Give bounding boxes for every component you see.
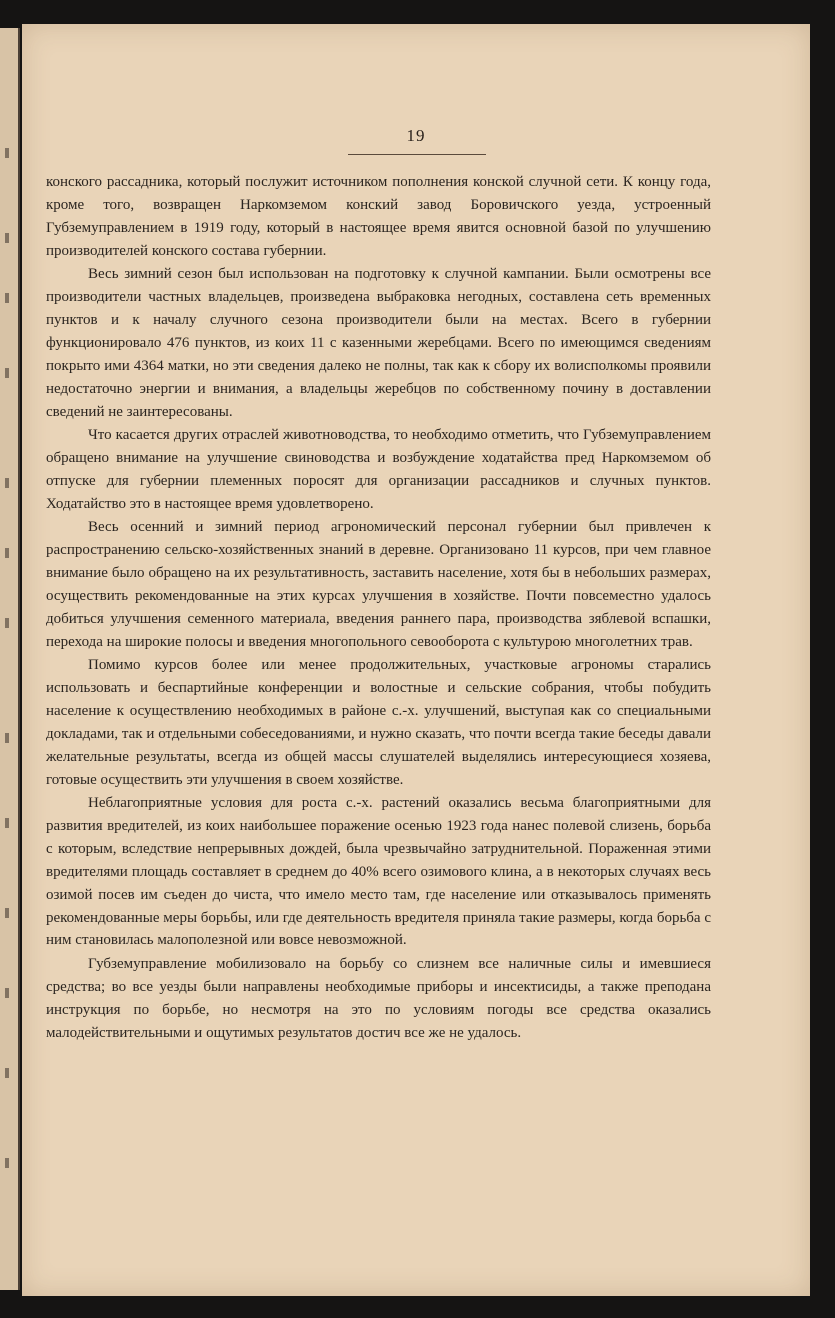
facing-page-glyph xyxy=(5,548,9,558)
facing-page-glyph xyxy=(5,1158,9,1168)
facing-page-glyph xyxy=(5,733,9,743)
paragraph: Неблагоприятные условия для роста с.-х. растений оказались весьма благоприятными для развития вредителей, из коих наибольшее поражение осенью 1923 года нанес полевой слизень, борьба с которым, вследствие непрерывных дождей, была чрезвычайно затруднительной. Пораженная этими вредителями площадь составляет в среднем до 40% всего озимового клина, а в некоторых случаях весь озимой посев им съеден до чиста, что имело место там, где население или отказывалось применять рекомендованные меры борьбы, или где деятельность вредителя приняла такие размеры, когда борьба с ним становилась малополезной или вовсе невозможной. xyxy=(46,794,711,949)
facing-page-glyph xyxy=(5,478,9,488)
facing-page-glyph xyxy=(5,368,9,378)
paragraph: конского рассадника, который послужит источником пополнения конской случной сети. К концу года, кроме того, возвращен Наркомземом конский завод Боровичского уезда, устроенный Губземуправлением в 1919 году, который в настоящее время явится основной базой по улучшению производителей конского состава губернии. xyxy=(46,174,711,259)
facing-page-glyph xyxy=(5,148,9,158)
document-page xyxy=(22,24,810,1296)
facing-page-glyph xyxy=(5,818,9,828)
paragraph: Помимо курсов более или менее продолжительных, участковые агрономы старались использовать и беспартийные конференции и волостные и сельские собрания, чтобы побудить население к осуществлению необходимых в районе с.-х. улучшений, выступая как со специальными докладами, так и отдельными собеседованиями, и нужно сказать, что почти всегда такие беседы давали желательные результаты, всегда из общей массы слушателей выделялись интересующиеся хозяева, готовые осуществить эти улучшения в своем хозяйстве. xyxy=(46,657,711,788)
facing-page-glyph xyxy=(5,908,9,918)
facing-page-glyph xyxy=(5,988,9,998)
facing-page-glyph xyxy=(5,618,9,628)
facing-page-glyph xyxy=(5,1068,9,1078)
paragraph: Весь осенний и зимний период агрономический персонал губернии был привлечен к распространению сельско-хозяйственных знаний в деревне. Организовано 11 курсов, при чем главное внимание было обращено на их результативность, заставить население, хотя бы в небольших размерах, осуществить рекомендованные на этих курсах улучшения в хозяйстве. Почти повсеместно удалось добиться улучшения семенного материала, введения раннего пара, производства зяблевой вспашки, перехода на широкие полосы и введения многопольного севооборота с культурою многолетних трав. xyxy=(46,519,711,650)
facing-page-glyph xyxy=(5,233,9,243)
paragraph: Губземуправление мобилизовало на борьбу со слизнем все наличные силы и имевшиеся средства; во все уезды были направлены необходимые приборы и инсектисиды, а также преподана инструкция по борьбе, но несмотря на это по условиям погоды все средства оказались малодействительными и ощутимых результатов достич все же не удалось. xyxy=(46,955,711,1041)
page-number: 19 xyxy=(406,126,426,145)
page-number-rule xyxy=(348,154,486,155)
paragraph: Что касается других отраслей животноводства, то необходимо отметить, что Губземуправлением обращено внимание на улучшение свиноводства и возбуждение ходатайства пред Наркомземом об отпуске для губернии племенных поросят для организации рассадников и случных пунктов. Ходатайство это в настоящее время удовлетворено. xyxy=(46,426,711,512)
facing-page-edge xyxy=(0,28,20,1290)
paragraph: Весь зимний сезон был использован на подготовку к случной кампании. Были осмотрены все производители частных владельцев, произведена выбраковка негодных, составлена сеть временных пунктов и к началу случного сезона производители были на местах. Всего в губернии функционировало 476 пунктов, из коих 11 с казенными жеребцами. Всего по имеющимся сведениям покрыто ими 4364 матки, но эти сведения далеко не полны, так как к сбору их волисполкомы проявили недостаточно энергии и внимания, а владельцы жеребцов по собственному почину в доставлении сведений не заинтересованы. xyxy=(46,266,711,420)
facing-page-glyph xyxy=(5,293,9,303)
body-text xyxy=(46,171,711,1044)
